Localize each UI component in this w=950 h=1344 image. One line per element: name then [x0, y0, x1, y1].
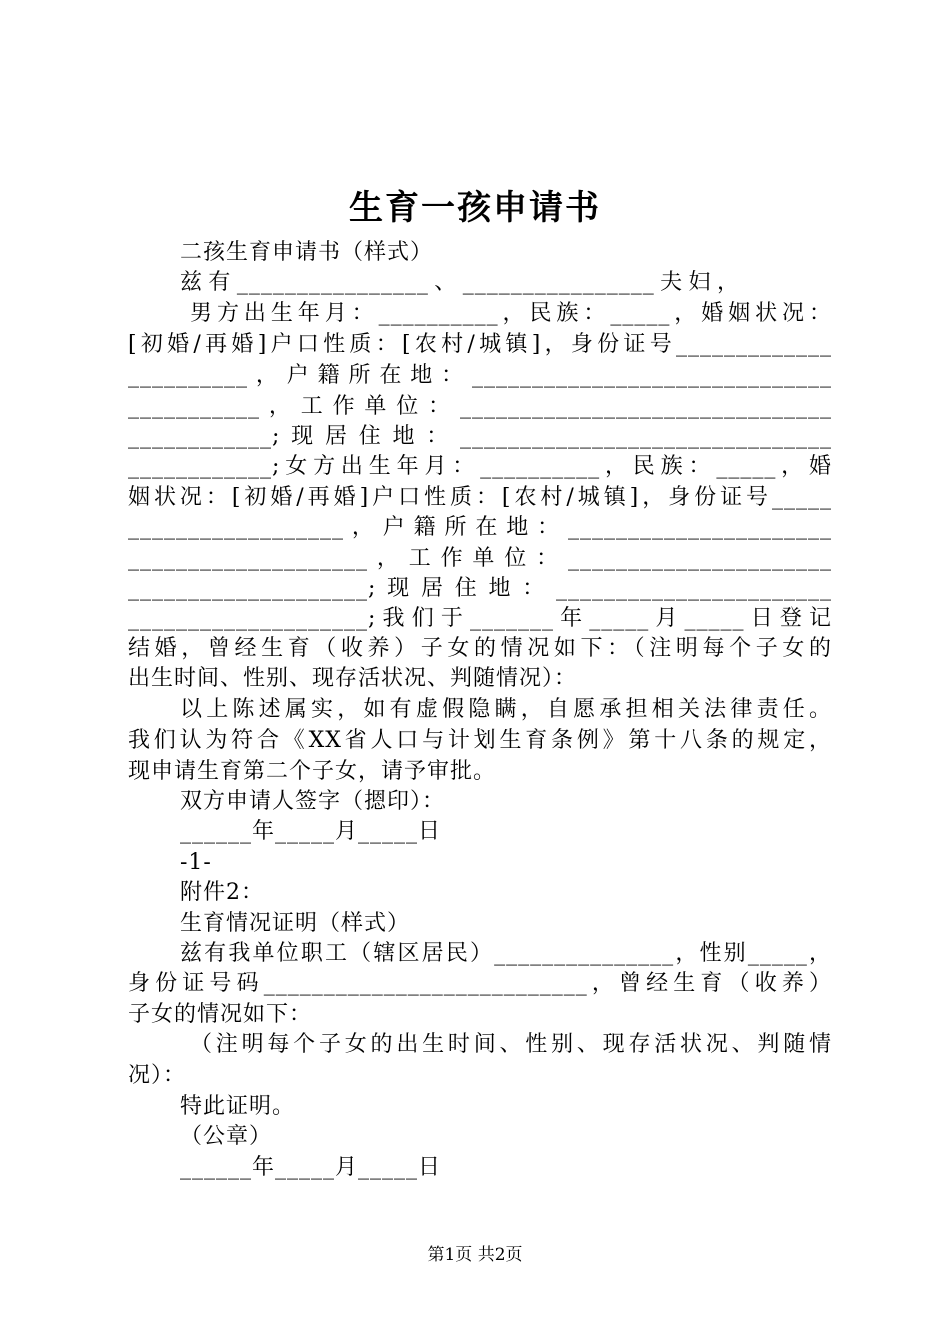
certify-line: 特此证明。	[180, 1094, 296, 1119]
page-marker: -1-	[180, 850, 212, 875]
body-line: __________________，户籍所在地：______________________	[128, 515, 832, 540]
body-line: 现申请生育第二个子女，请予审批。	[128, 759, 497, 784]
date-line: ______年_____月_____日	[180, 1155, 442, 1180]
body-line: ___________，工作单位：_______________________________	[128, 394, 832, 419]
body-line: ____________________，工作单位：______________________	[128, 546, 832, 571]
body-line: 以上陈述属实，如有虚假隐瞒，自愿承担相关法律责任。	[180, 697, 832, 722]
body-line: 男方出生年月：__________，民族：_____，婚姻状况：	[190, 301, 832, 326]
body-line: 况）：	[128, 1063, 187, 1088]
body-line: ____________;现居住地：_______________________________	[128, 424, 832, 449]
body-line: 身份证号码___________________________，曾经生育（收养）	[128, 971, 832, 996]
date-line: ______年_____月_____日	[180, 819, 442, 844]
document-title: 生育一孩申请书	[349, 188, 601, 228]
seal-line: （公章）	[180, 1124, 273, 1149]
body-line: 出生时间、性别、现存活状况、判随情况）：	[128, 666, 578, 691]
body-line: 兹有________________、________________夫妇，	[180, 270, 740, 295]
body-line: 我们认为符合《XX省人口与计划生育条例》第十八条的规定，	[128, 728, 832, 753]
body-line: __________，户籍所在地：______________________________	[128, 363, 832, 388]
body-line: ____________________;我们于_______年_____月_____日登记	[128, 606, 832, 631]
subtitle-line: 二孩生育申请书（样式）	[180, 240, 434, 265]
body-line: 兹有我单位职工（辖区居民）_______________，性别_____，	[180, 941, 832, 966]
body-line: （注明每个子女的出生时间、性别、现存活状况、判随情	[190, 1032, 832, 1057]
certificate-title: 生育情况证明（样式）	[180, 911, 411, 936]
body-line: [初婚/再婚]户口性质：[农村/城镇]，身份证号_____________	[128, 332, 832, 357]
body-line: 姻状况：[初婚/再婚]户口性质：[农村/城镇]，身份证号_____	[128, 485, 832, 510]
body-line: 子女的情况如下：	[128, 1002, 313, 1027]
body-line: 结婚，曾经生育（收养）子女的情况如下：（注明每个子女的	[128, 636, 832, 661]
body-line: ____________;女方出生年月：__________，民族：_____，婚	[128, 454, 832, 479]
body-line: ____________________;现居住地：_______________________	[128, 576, 832, 601]
attachment-label: 附件2：	[180, 880, 264, 905]
signature-label: 双方申请人签字（摁印）：	[180, 789, 446, 814]
page-footer: 第1页 共2页	[427, 1245, 523, 1265]
